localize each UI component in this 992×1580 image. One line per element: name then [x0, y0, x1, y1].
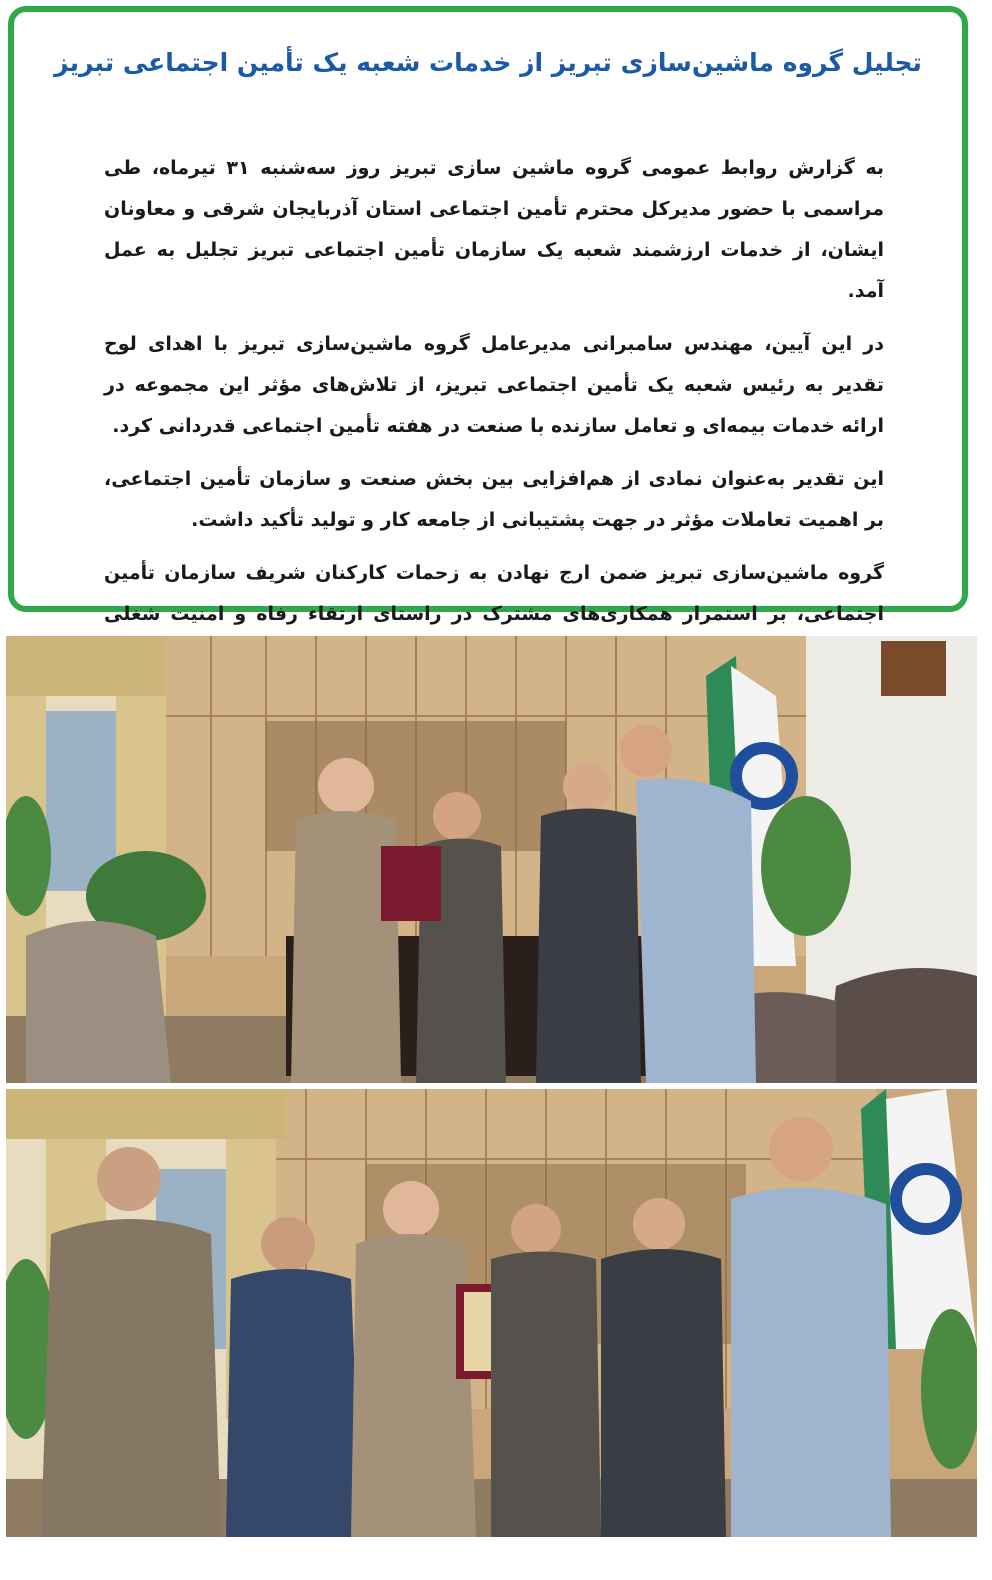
ceremony-photo-2: [6, 1089, 977, 1537]
paragraph-2: در این آیین، مهندس سامبرانی مدیرعامل گروه ماشین‌سازی تبریز با اهدای لوح تقدیر به رئیس شعبه یک تأمین اجتماعی تبریز، از تلاش‌های مؤثر این مجموعه در ارائه خدمات بیمه‌ای و تعامل سازنده با صنعت در هفته تأمین اجتماعی قدردانی کرد.: [104, 333, 884, 437]
article-body: [104, 148, 884, 688]
paragraph-1: به گزارش روابط عمومی گروه ماشین سازی تبریز روز سه‌شنبه ۳۱ تیرماه، طی مراسمی با حضور مدیرکل محترم تأمین اجتماعی استان آذربایجان شرقی و معاونان ایشان، از خدمات ارزشمند شعبه یک سازمان تأمین اجتماعی تبریز تجلیل به عمل آمد.: [104, 157, 885, 302]
paragraph-4: گروه ماشین‌سازی تبریز ضمن ارج نهادن به زحمات کارکنان شریف سازمان تأمین اجتماعی، بر استمرار همکاری‌های مشترک در راستای ارتقاء رفاه و امنیت شغلی: [104, 562, 884, 625]
paragraph-3: این تقدیر به‌عنوان نمادی از هم‌افزایی بین بخش صنعت و سازمان تأمین اجتماعی، بر اهمیت تعاملات مؤثر در جهت پشتیبانی از جامعه کار و تولید تأکید داشت.: [104, 468, 884, 531]
ceremony-photo-1: [6, 636, 977, 1083]
article-card: [8, 6, 968, 625]
article-title: تجلیل گروه ماشین‌سازی تبریز از خدمات شعبه یک تأمین اجتماعی تبریز: [54, 48, 922, 77]
